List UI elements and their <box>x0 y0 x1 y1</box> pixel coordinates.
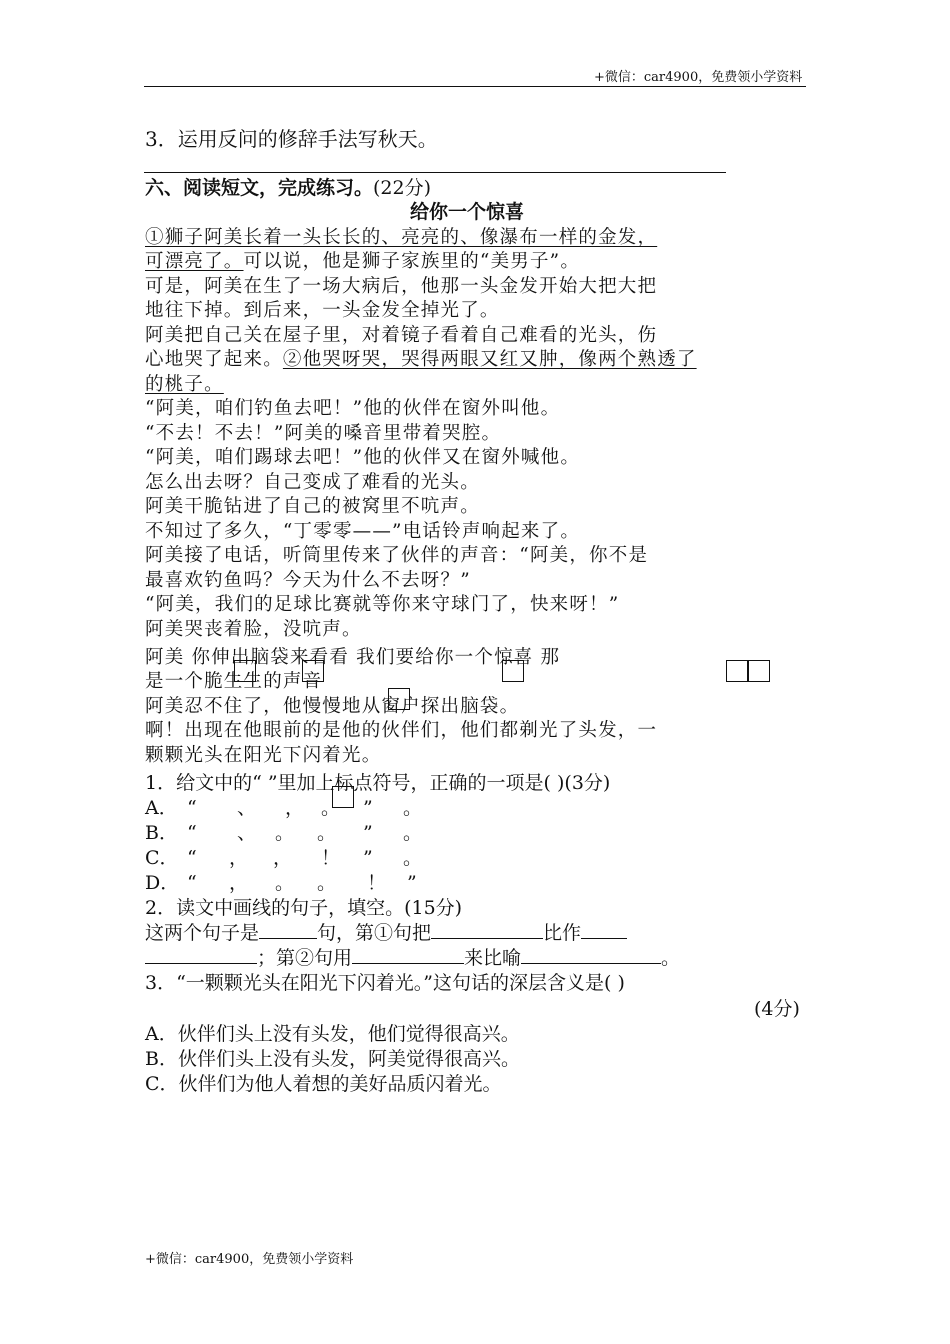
mark: 。 <box>321 797 341 819</box>
mark: “ <box>187 822 197 844</box>
mark: 。 <box>275 872 295 894</box>
story-line: 阿美干脆钻进了自己的被窝里不吭声。 <box>145 496 480 517</box>
mark: 。 <box>403 822 423 844</box>
header-rule <box>144 86 806 87</box>
fill-blank[interactable] <box>521 946 661 964</box>
mark: 、 <box>237 822 257 844</box>
option-letter: D． <box>145 872 180 894</box>
fill-text: 比作 <box>543 922 582 944</box>
mark: ” <box>363 822 373 844</box>
punctuation-box[interactable] <box>388 688 410 710</box>
punctuation-box[interactable] <box>302 660 324 682</box>
story-line: 阿美哭丧着脸，没吭声。 <box>145 619 362 640</box>
fill-text: 来比喻 <box>464 947 522 969</box>
q2-stem <box>145 896 462 920</box>
story-line: 颗颗光头在阳光下闪着光。 <box>145 745 382 766</box>
q3-option-c[interactable]: C．伙伴们为他人着想的美好品质闪着光。 <box>145 1073 502 1095</box>
underlined-sentence-1-end: 可漂亮了。 <box>145 251 244 272</box>
q2-fill-line-1 <box>145 921 627 945</box>
story-text: 心地哭了起来。 <box>145 349 283 370</box>
story-line <box>145 348 697 372</box>
fill-blank[interactable] <box>352 946 464 964</box>
story-text: 可以说，他是狮子家族里的“美男子”。 <box>243 251 581 272</box>
option-letter: A． <box>145 797 178 819</box>
option-letter: C． <box>145 847 179 869</box>
story-title: 给你一个惊喜 <box>410 201 525 223</box>
story-line: 是一个脆生生的声音 <box>145 671 323 692</box>
mark: “ <box>187 797 197 819</box>
mark: ” <box>407 872 417 894</box>
mark: “ <box>187 872 197 894</box>
mark: ， <box>285 797 305 819</box>
q1-option-d[interactable] <box>145 871 445 895</box>
fill-text: 句，第①句把 <box>317 922 432 944</box>
story-line: “不去！不去！”阿美的嗓音里带着哭腔。 <box>145 423 502 444</box>
fill-blank[interactable] <box>145 946 257 964</box>
q2-text: 2．读文中画线的句子，填空。 <box>145 897 405 919</box>
q3-score: (4分) <box>754 998 800 1020</box>
mark: 、 <box>237 797 257 819</box>
story-line <box>145 250 580 274</box>
q1-option-b[interactable] <box>145 821 445 845</box>
mark: 。 <box>317 872 337 894</box>
fill-text: 。 <box>661 947 681 969</box>
q2-fill-line-2 <box>145 946 680 970</box>
answer-line <box>144 172 726 173</box>
story-line: 的桃子。 <box>145 374 224 395</box>
q1-score: (3分) <box>564 772 611 794</box>
option-letter: B． <box>145 822 178 844</box>
story-line: 阿美 你伸出脑袋来看看 我们要给你一个惊喜 那 <box>145 647 561 668</box>
mark: “ <box>187 847 197 869</box>
fill-blank[interactable] <box>431 921 543 939</box>
mark: ， <box>229 847 249 869</box>
story-line: 阿美忍不住了，他慢慢地从窗户探出脑袋。 <box>145 696 520 717</box>
q1-option-a[interactable] <box>145 796 445 820</box>
story-line: 阿美接了电话，听筒里传来了伙伴的声音：“阿美，你不是 <box>145 545 649 566</box>
mark: 。 <box>275 822 295 844</box>
story-line: “阿美，咱们钓鱼去吧！”他的伙伴在窗外叫他。 <box>145 398 561 419</box>
mark: ” <box>363 847 373 869</box>
underlined-sentence-2: ②他哭呀哭，哭得两眼又红又肿，像两个熟透了 <box>282 349 697 370</box>
header-note: +微信：car4900，免费领小学资料 <box>594 70 803 85</box>
story-line: 怎么出去呀？自己变成了难看的光头。 <box>145 472 480 493</box>
mark: 。 <box>403 797 423 819</box>
fill-blank[interactable] <box>259 921 317 939</box>
story-line: 最喜欢钓鱼吗？今天为什么不去呀？” <box>145 570 471 591</box>
section-score: (22分) <box>373 177 432 199</box>
punctuation-box[interactable] <box>234 660 256 682</box>
story-line: 不知过了多久，“丁零零——”电话铃声响起来了。 <box>145 521 581 542</box>
q1-text: 1．给文中的“ ”里加上标点符号，正确的一项是( ) <box>145 772 565 794</box>
q2-score: (15分) <box>404 897 463 919</box>
prev-question: 3．运用反问的修辞手法写秋天。 <box>145 127 438 151</box>
footer-note: +微信：car4900，免费领小学资料 <box>145 1252 354 1267</box>
q3-option-a[interactable]: A．伙伴们头上没有头发，他们觉得很高兴。 <box>145 1023 520 1045</box>
mark: ， <box>273 847 293 869</box>
punctuation-box[interactable] <box>726 660 748 682</box>
story-line: “阿美，咱们踢球去吧！”他的伙伴又在窗外喊他。 <box>145 447 581 468</box>
punctuation-box[interactable] <box>748 660 770 682</box>
q3-stem: 3．“一颗颗光头在阳光下闪着光。”这句话的深层含义是( ) <box>145 972 625 994</box>
mark: 。 <box>403 847 423 869</box>
story-line: 阿美把自己关在屋子里，对着镜子看着自己难看的光头，伤 <box>145 325 658 346</box>
section-heading <box>145 176 431 200</box>
q3-option-b[interactable]: B．伙伴们头上没有头发，阿美觉得很高兴。 <box>145 1048 520 1070</box>
mark: ， <box>229 872 249 894</box>
fill-blank[interactable] <box>581 921 627 939</box>
q1-stem <box>145 771 610 795</box>
section-title: 六、阅读短文，完成练习。 <box>145 177 374 199</box>
mark: ” <box>363 797 373 819</box>
fill-text: ；第②句用 <box>257 947 353 969</box>
story-line: 地往下掉。到后来，一头金发全掉光了。 <box>145 300 500 321</box>
story-line: 啊！出现在他眼前的是他的伙伴们，他们都剃光了头发，一 <box>145 720 658 741</box>
story-line: ①狮子阿美长着一头长长的、亮亮的、像瀑布一样的金发， <box>145 227 658 248</box>
fill-text: 这两个句子是 <box>145 922 260 944</box>
mark: 。 <box>317 822 337 844</box>
mark: ！ <box>321 847 341 869</box>
mark: ！ <box>367 872 387 894</box>
punctuation-box[interactable] <box>502 660 524 682</box>
story-line: “阿美，我们的足球比赛就等你来守球门了，快来呀！” <box>145 594 620 615</box>
q1-option-c[interactable] <box>145 846 445 870</box>
story-line: 可是，阿美在生了一场大病后，他那一头金发开始大把大把 <box>145 276 658 297</box>
